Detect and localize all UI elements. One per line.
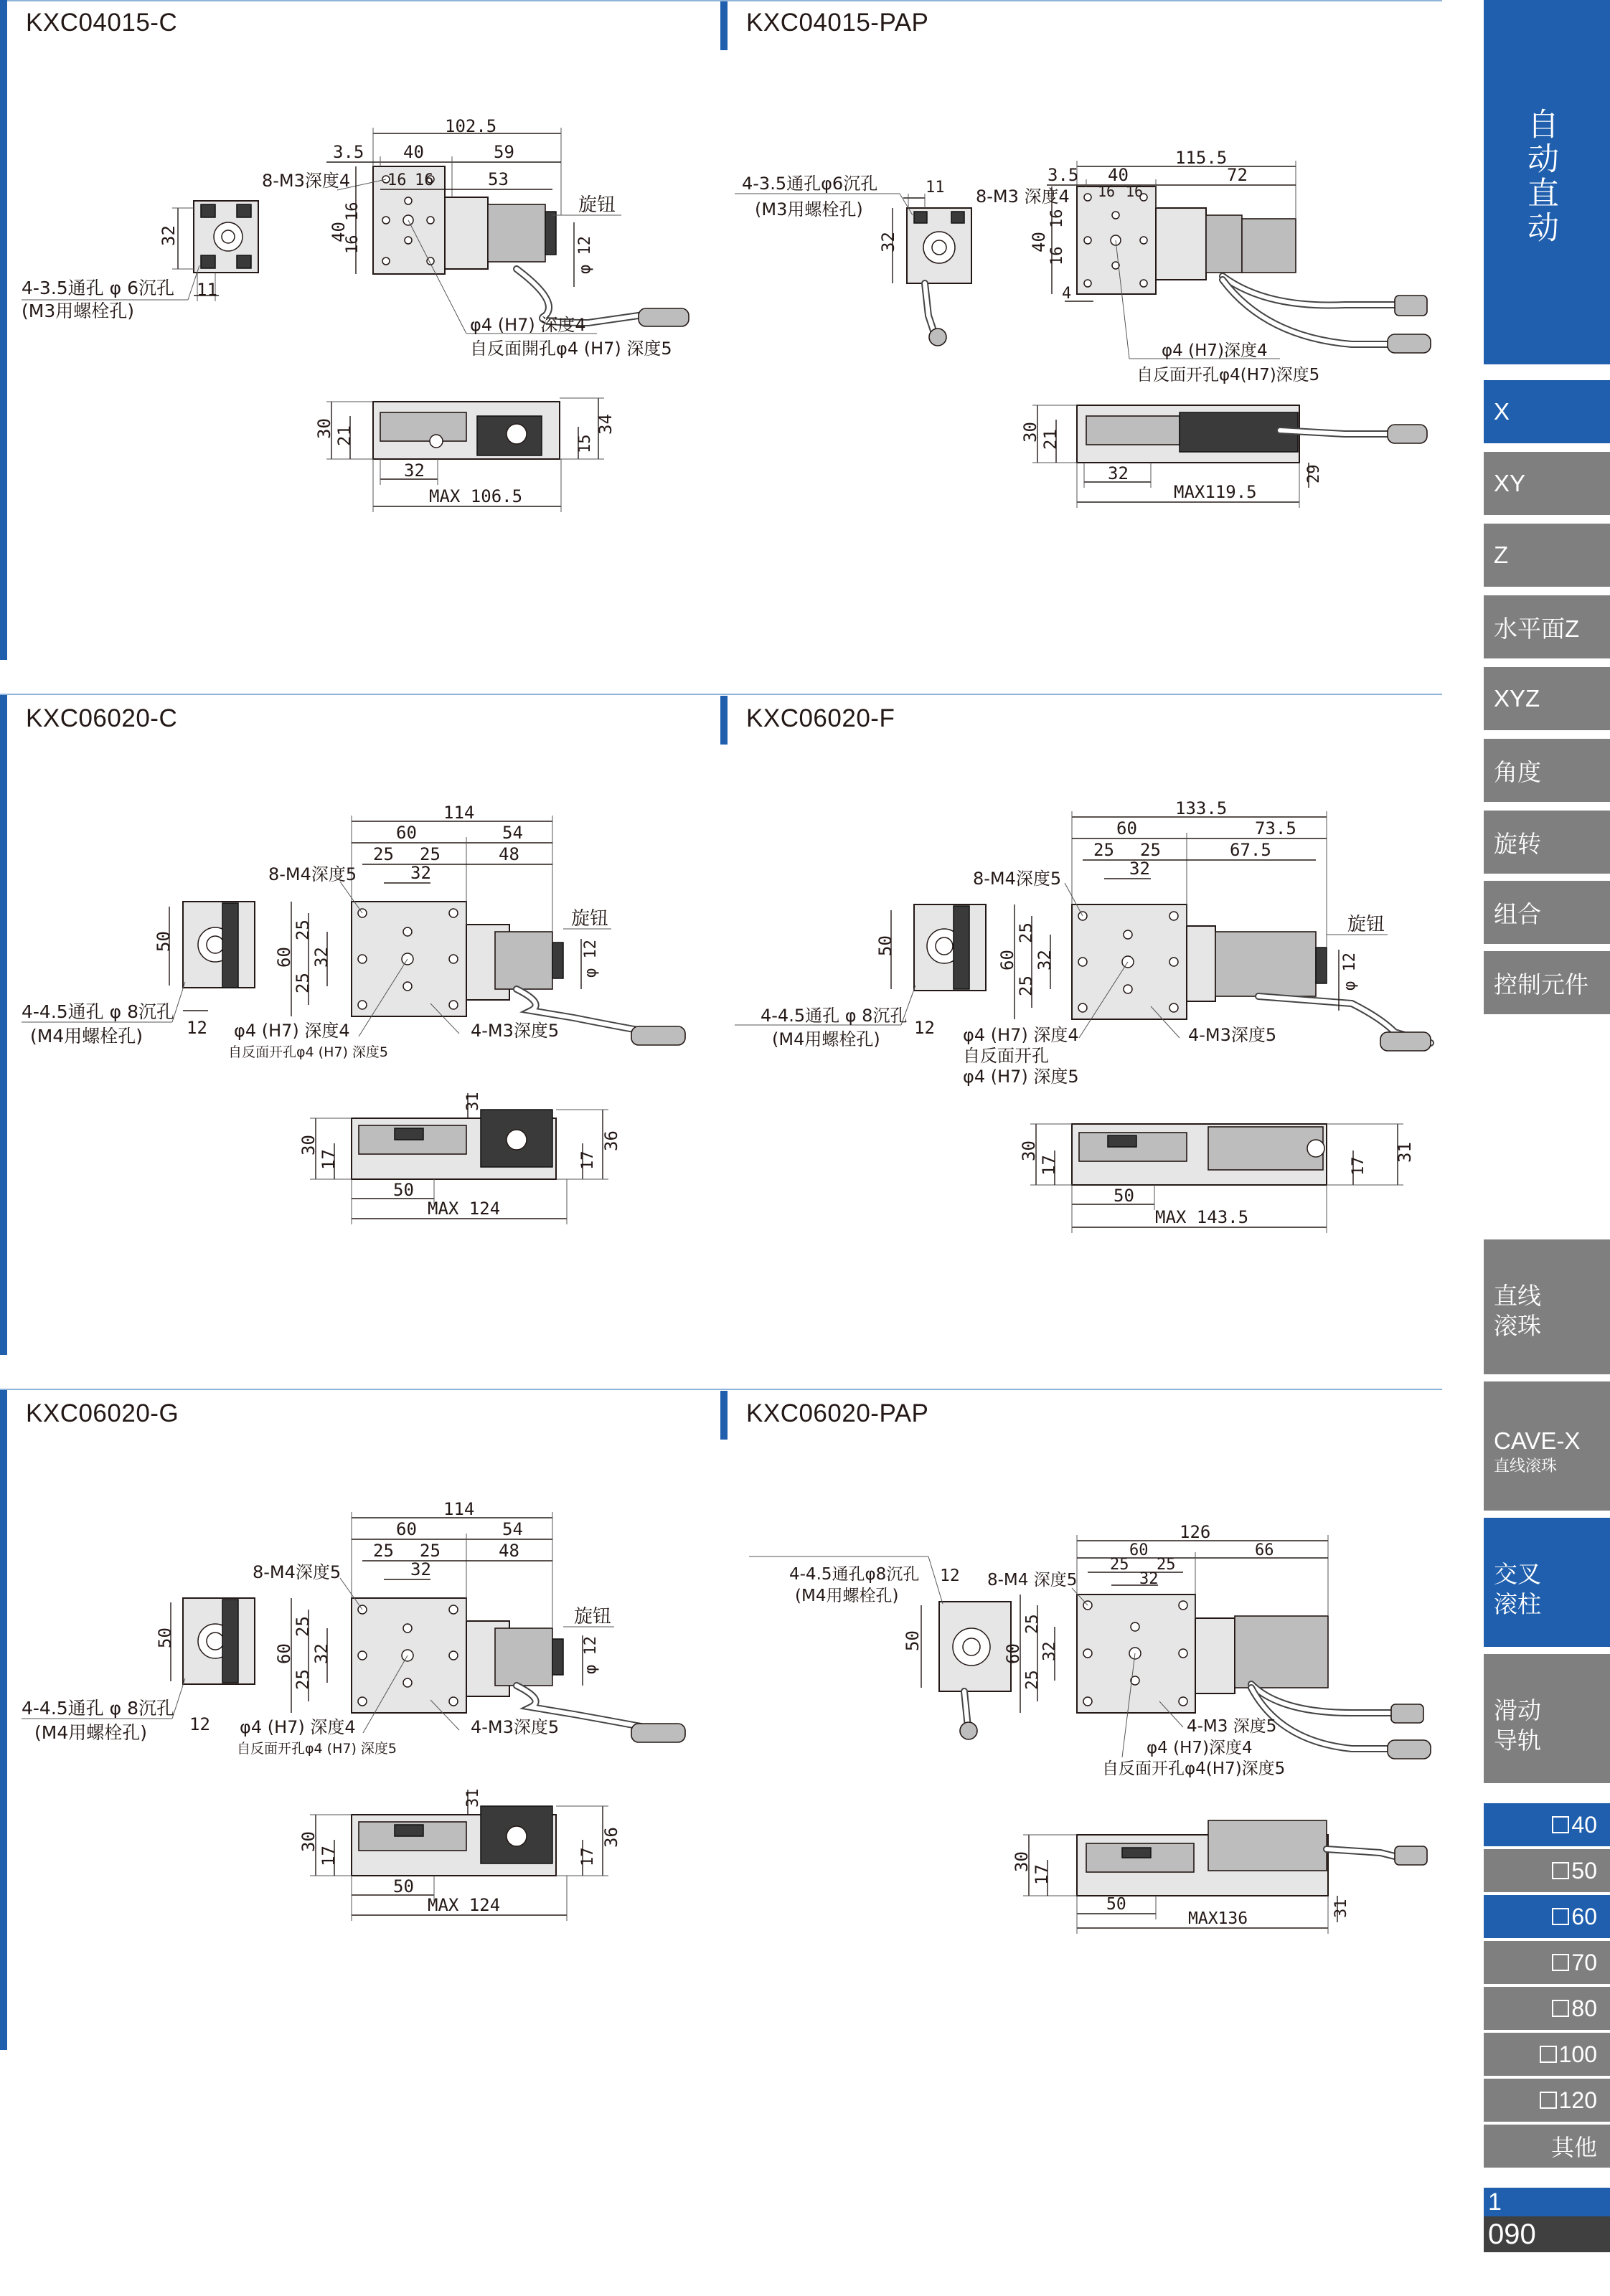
dim-h31: 31 xyxy=(464,1092,482,1111)
tap2-label: 4-M3 深度5 xyxy=(1187,1717,1277,1736)
dim-32: 32 xyxy=(410,863,431,883)
dim-total-width: 115.5 xyxy=(1175,148,1228,168)
mount-hole-label: 4-3.5通孔 φ 6沉孔 xyxy=(22,278,174,298)
dim-73-5: 73.5 xyxy=(1255,818,1296,838)
nav-cave-x[interactable] xyxy=(1484,1381,1610,1511)
page-number: 090 xyxy=(1484,2216,1610,2252)
tap2-label: 4-M3深度5 xyxy=(471,1717,560,1737)
nav-cave-x-sublabel: 直线滚珠 xyxy=(1494,1457,1558,1475)
nav-size-label: 50 xyxy=(1571,1857,1597,1884)
card-title: KXC04015-C xyxy=(26,9,178,37)
chapter-number: 1 xyxy=(1484,2188,1610,2216)
dim-w32: 32 xyxy=(1108,463,1129,483)
nav-axis-angle[interactable]: 角度 xyxy=(1484,739,1610,802)
dim-h32: 32 xyxy=(311,1643,331,1664)
dim-3-5: 3.5 xyxy=(333,142,364,162)
dim-shaft: φ 12 xyxy=(582,940,600,978)
front-view xyxy=(1077,1820,1427,1896)
nav-size-label: 60 xyxy=(1571,1903,1597,1929)
dim-side12: 12 xyxy=(189,1714,210,1734)
front-view xyxy=(1072,1124,1327,1185)
dim-side12: 12 xyxy=(187,1018,207,1038)
dim-54: 54 xyxy=(502,823,523,843)
dim-h30: 30 xyxy=(1020,422,1040,443)
drawing-kxc06020-c xyxy=(0,695,717,1355)
dim-16b: 16 xyxy=(1126,183,1144,200)
pin-hole-label: φ4 (H7) 深度4 xyxy=(234,1021,350,1041)
dim-25a: 25 xyxy=(373,844,394,864)
mount-hole-sublabel: (M3用螺栓孔) xyxy=(755,199,863,219)
dim-h30: 30 xyxy=(298,1831,319,1852)
dim-shaft: φ 12 xyxy=(582,1636,600,1674)
pin-hole-reverse-label: 自反面开孔φ4 (H7) 深度5 xyxy=(237,1741,397,1757)
dim-25a: 25 xyxy=(1093,840,1114,860)
dim-max: MAX119.5 xyxy=(1174,482,1257,502)
card-title: KXC06020-PAP xyxy=(746,1399,929,1427)
card-title: KXC04015-PAP xyxy=(746,9,929,37)
dim-side11: 11 xyxy=(197,280,217,300)
nav-size-120[interactable] xyxy=(1484,2079,1610,2122)
dim-60: 60 xyxy=(1129,1541,1149,1559)
dim-side12: 12 xyxy=(940,1567,960,1585)
dim-h16a: 16 xyxy=(1048,209,1066,228)
dim-h25b: 25 xyxy=(293,1669,313,1690)
knob-label: 旋钮 xyxy=(578,194,616,216)
pin-hole-reverse-label: 自反面开孔φ4 (H7) 深度5 xyxy=(228,1044,388,1060)
dim-h21: 21 xyxy=(1040,429,1060,450)
drawing-kxc06020-pap xyxy=(720,1390,1438,2050)
dim-h32: 32 xyxy=(1040,1641,1059,1661)
knob-label: 旋钮 xyxy=(574,1606,612,1627)
dim-h36: 36 xyxy=(601,1827,621,1848)
dim-25b: 25 xyxy=(1157,1556,1176,1574)
pin-hole-reverse-label: 自反面開孔φ4 (H7) 深度5 xyxy=(470,339,672,359)
dim-side12: 12 xyxy=(914,1018,935,1038)
nav-linear-ball[interactable] xyxy=(1484,1239,1610,1374)
card-title: KXC06020-F xyxy=(746,704,895,732)
dim-shaft: φ 12 xyxy=(576,236,594,274)
dim-h50: 50 xyxy=(875,935,895,956)
dim-40: 40 xyxy=(1108,165,1129,185)
nav-axis-combination[interactable]: 组合 xyxy=(1484,881,1610,944)
front-view xyxy=(352,1806,556,1876)
dim-59: 59 xyxy=(494,142,514,162)
dim-h32: 32 xyxy=(311,947,331,968)
dim-total-width: 133.5 xyxy=(1175,798,1228,818)
dim-h60: 60 xyxy=(1003,1643,1023,1664)
dim-w32: 32 xyxy=(404,460,425,481)
pin-hole-label: φ4 (H7)深度4 xyxy=(1162,341,1268,360)
nav-size-100[interactable] xyxy=(1484,2033,1610,2076)
nav-slide-guide[interactable] xyxy=(1484,1654,1610,1783)
dim-16b: 16 xyxy=(415,171,434,189)
dim-32: 32 xyxy=(1129,859,1150,879)
pin-hole-reverse-label: 自反面开孔 xyxy=(963,1046,1049,1066)
drawing-kxc06020-g xyxy=(0,1390,717,2050)
square-icon xyxy=(1540,2092,1557,2109)
dim-h15: 15 xyxy=(576,434,594,453)
dim-h31: 31 xyxy=(464,1788,482,1808)
dim-h25b: 25 xyxy=(293,973,313,993)
square-icon xyxy=(1552,1816,1569,1833)
dim-48: 48 xyxy=(499,1541,519,1561)
mount-hole-label: 4-4.5通孔 φ 8沉孔 xyxy=(22,1001,174,1022)
nav-size-label: 100 xyxy=(1558,2041,1597,2067)
dim-16a: 16 xyxy=(1098,183,1116,200)
nav-axis-horizontal-z[interactable]: 水平面Z xyxy=(1484,595,1610,658)
dim-60: 60 xyxy=(1116,818,1137,838)
square-icon xyxy=(1552,1908,1569,1925)
nav-size-40[interactable] xyxy=(1484,1803,1610,1846)
mount-hole-label: 4-4.5通孔 φ 8沉孔 xyxy=(761,1006,908,1026)
dim-h50: 50 xyxy=(155,1627,175,1648)
mount-hole-sublabel: (M4用螺栓孔) xyxy=(795,1587,899,1605)
dim-60: 60 xyxy=(396,823,417,843)
nav-size-other[interactable] xyxy=(1484,2125,1610,2168)
dim-h25a: 25 xyxy=(293,920,313,940)
nav-axis-controller[interactable]: 控制元件 xyxy=(1484,951,1610,1014)
dim-72: 72 xyxy=(1227,165,1248,185)
dim-h25b: 25 xyxy=(1016,975,1036,996)
nav-size-label: 70 xyxy=(1571,1949,1597,1975)
nav-axis-xy[interactable]: XY xyxy=(1484,452,1610,515)
nav-slide-guide-label: 滑动导轨 xyxy=(1494,1697,1541,1754)
nav-size-60[interactable] xyxy=(1484,1895,1610,1938)
dim-25b: 25 xyxy=(420,1541,441,1561)
square-icon xyxy=(1552,2000,1569,2017)
dim-h29: 29 xyxy=(1305,464,1323,483)
dim-max: MAX136 xyxy=(1188,1909,1248,1928)
nav-size-label: 40 xyxy=(1571,1811,1597,1838)
nav-size-50[interactable] xyxy=(1484,1849,1610,1892)
dim-w50: 50 xyxy=(1106,1895,1126,1914)
dim-w50: 50 xyxy=(393,1180,414,1200)
drawing-kxc06020-f xyxy=(720,695,1438,1355)
side-view xyxy=(183,1598,255,1684)
nav-size-label: 80 xyxy=(1571,1995,1597,2021)
dim-h40: 40 xyxy=(329,222,349,242)
pin-hole-reverse-label: 自反面开孔φ4(H7)深度5 xyxy=(1136,366,1320,384)
dim-h16b: 16 xyxy=(1048,246,1066,265)
dim-h25a: 25 xyxy=(293,1616,313,1637)
dim-h30: 30 xyxy=(1019,1140,1039,1161)
side-view xyxy=(183,902,255,988)
pin-hole-label: φ4 (H7) 深度4 xyxy=(963,1025,1079,1045)
dim-h30: 30 xyxy=(314,418,334,439)
dim-25b: 25 xyxy=(1140,840,1161,860)
dim-max: MAX 124 xyxy=(428,1199,501,1219)
dim-max: MAX 106.5 xyxy=(429,486,523,506)
nav-axis-x[interactable]: X xyxy=(1484,380,1610,443)
dim-h60: 60 xyxy=(997,950,1017,970)
pin-hole-reverse-label: 自反面开孔φ4(H7)深度5 xyxy=(1102,1759,1286,1778)
mount-hole-sublabel: (M4用螺栓孔) xyxy=(772,1029,880,1049)
tap2-label: 4-M3深度5 xyxy=(1188,1025,1277,1045)
front-view xyxy=(1077,405,1427,463)
mount-hole-sublabel: (M4用螺栓孔) xyxy=(30,1026,143,1047)
tap-label: 8-M4深度5 xyxy=(253,1562,342,1582)
top-view xyxy=(373,166,689,326)
card-title: KXC06020-C xyxy=(26,704,178,732)
mount-hole-label: 4-4.5通孔 φ 8沉孔 xyxy=(22,1698,174,1719)
card-title: KXC06020-G xyxy=(26,1399,179,1427)
side-view xyxy=(914,904,986,991)
nav-axis-z[interactable]: Z xyxy=(1484,524,1610,587)
nav-cross-roller[interactable] xyxy=(1484,1518,1610,1647)
dim-67-5: 67.5 xyxy=(1230,840,1271,860)
tap-label: 8-M3深度4 xyxy=(262,171,351,191)
dim-h25a: 25 xyxy=(1023,1614,1042,1634)
dim-h16b: 16 xyxy=(344,235,362,254)
dim-shaft: φ 12 xyxy=(1341,953,1359,991)
tap-label: 8-M3 深度4 xyxy=(976,186,1070,207)
dim-max: MAX 124 xyxy=(428,1895,501,1915)
category-title: 自动直动 xyxy=(1522,108,1558,245)
pin-hole-label: φ4 (H7) 深度4 xyxy=(240,1717,356,1737)
square-icon xyxy=(1552,1954,1569,1971)
dim-h30: 30 xyxy=(1012,1851,1032,1872)
dim-h31: 31 xyxy=(1395,1142,1415,1163)
dim-h17b: 17 xyxy=(1350,1156,1367,1176)
drawing-kxc04015-pap xyxy=(720,0,1438,660)
dim-h60: 60 xyxy=(274,1643,294,1664)
dim-w50: 50 xyxy=(1114,1186,1134,1206)
side-view xyxy=(907,208,971,346)
dim-h50: 50 xyxy=(154,931,174,952)
side-view xyxy=(939,1602,1011,1739)
nav-size-label: 其他 xyxy=(1550,2135,1597,2160)
dim-16a: 16 xyxy=(387,171,407,189)
dim-25b: 25 xyxy=(420,844,441,864)
mount-hole-sublabel: (M4用螺栓孔) xyxy=(34,1722,147,1743)
dim-h25b: 25 xyxy=(1023,1670,1042,1690)
dim-53: 53 xyxy=(488,169,509,189)
knob-label: 旋钮 xyxy=(1347,914,1385,935)
nav-cross-roller-label: 交叉滚柱 xyxy=(1494,1561,1541,1617)
nav-size-label: 120 xyxy=(1558,2087,1597,2113)
dim-60: 60 xyxy=(396,1519,417,1539)
dim-h17: 17 xyxy=(319,1149,339,1170)
dim-h32: 32 xyxy=(1035,950,1055,970)
tap-label: 8-M4深度5 xyxy=(268,864,357,884)
dim-4: 4 xyxy=(1062,285,1072,303)
nav-axis-rotation[interactable]: 旋转 xyxy=(1484,811,1610,874)
square-icon xyxy=(1552,1862,1569,1879)
dim-40: 40 xyxy=(403,142,424,162)
dim-48: 48 xyxy=(499,844,519,864)
dim-max: MAX 143.5 xyxy=(1155,1207,1249,1227)
drawing-kxc04015-c xyxy=(0,0,717,660)
tap-label: 8-M4 深度5 xyxy=(987,1571,1078,1589)
dim-w50: 50 xyxy=(393,1876,414,1896)
dim-h25a: 25 xyxy=(1016,922,1036,943)
knob-label: 旋钮 xyxy=(571,908,609,930)
pin-hole-reverse-value: φ4 (H7) 深度5 xyxy=(963,1067,1079,1087)
dim-h17b: 17 xyxy=(579,1151,597,1170)
dim-25a: 25 xyxy=(1110,1556,1129,1574)
nav-size-70[interactable] xyxy=(1484,1941,1610,1984)
pin-hole-label: φ4 (H7) 深度4 xyxy=(470,315,586,335)
dim-h17: 17 xyxy=(319,1846,339,1866)
nav-axis-xyz[interactable]: XYZ xyxy=(1484,667,1610,730)
tap2-label: 4-M3深度5 xyxy=(471,1021,560,1041)
dim-h34: 34 xyxy=(595,414,616,435)
dim-h32: 32 xyxy=(878,232,898,252)
nav-linear-ball-label: 直线滚珠 xyxy=(1494,1282,1541,1339)
dim-h21: 21 xyxy=(334,425,354,446)
pin-hole-label: φ4 (H7)深度4 xyxy=(1147,1739,1253,1757)
mount-hole-label: 4-4.5通孔φ8沉孔 xyxy=(789,1565,920,1584)
dim-32: 32 xyxy=(1139,1570,1159,1588)
dim-h50: 50 xyxy=(903,1630,923,1651)
dim-total-width: 114 xyxy=(443,1499,475,1519)
dim-h17b: 17 xyxy=(579,1847,597,1866)
nav-cave-x-label: CAVE-X xyxy=(1494,1427,1581,1454)
front-view xyxy=(373,402,560,459)
dim-h17: 17 xyxy=(1039,1155,1059,1176)
mount-hole-label: 4-3.5通孔φ6沉孔 xyxy=(742,174,878,194)
nav-size-80[interactable] xyxy=(1484,1987,1610,2030)
dim-total-width: 102.5 xyxy=(445,116,497,136)
dim-total-width: 114 xyxy=(443,803,475,823)
tap-label: 8-M4深度5 xyxy=(973,869,1062,889)
dim-3-5: 3.5 xyxy=(1048,165,1079,185)
dim-total-width: 126 xyxy=(1180,1522,1211,1542)
dim-h31: 31 xyxy=(1332,1899,1350,1918)
square-icon xyxy=(1540,2046,1557,2063)
dim-h36: 36 xyxy=(601,1130,621,1151)
dim-h40: 40 xyxy=(1029,232,1049,252)
dim-h32: 32 xyxy=(159,225,179,246)
dim-25a: 25 xyxy=(373,1541,394,1561)
dim-side11: 11 xyxy=(926,179,945,197)
front-view xyxy=(352,1110,556,1179)
dim-32: 32 xyxy=(410,1559,431,1579)
top-view xyxy=(1077,186,1431,353)
dim-h60: 60 xyxy=(274,947,294,968)
dim-54: 54 xyxy=(502,1519,523,1539)
dim-h30: 30 xyxy=(298,1135,319,1156)
dim-h17: 17 xyxy=(1032,1864,1052,1885)
mount-hole-sublabel: (M3用螺栓孔) xyxy=(22,301,134,321)
dim-h16a: 16 xyxy=(344,202,362,221)
dim-66: 66 xyxy=(1255,1541,1274,1559)
